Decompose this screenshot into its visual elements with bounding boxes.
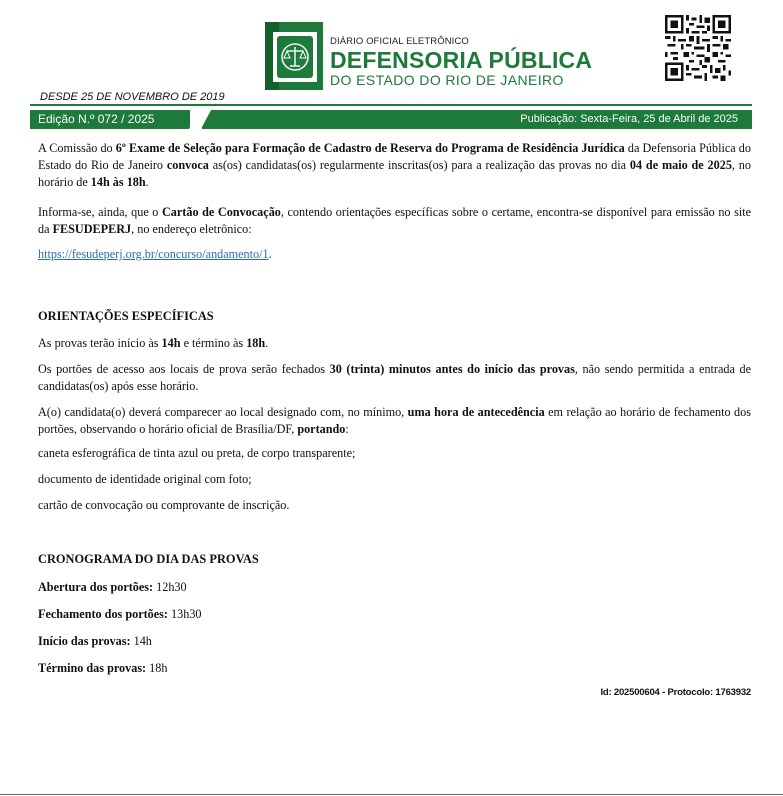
schedule-label: Fechamento dos portões: — [38, 607, 168, 621]
text: , não sendo permitida a entrada de candidatas(os) após esse horário. — [38, 362, 751, 393]
schedule-row — [38, 579, 751, 596]
masthead-title: DEFENSORIA PÚBLICA — [330, 47, 593, 73]
text: , no horário de — [38, 158, 751, 189]
text: A Comissão do — [38, 141, 116, 155]
paragraph-times — [38, 335, 751, 352]
list-item: documento de identidade original com foto; — [38, 472, 252, 486]
schedule-label: Término das provas: — [38, 661, 147, 675]
schedule-value: 13h30 — [167, 607, 202, 621]
text: , no endereço eletrônico: — [131, 222, 252, 236]
bold-text: convoca — [166, 158, 209, 172]
schedule-label: Abertura dos portões: — [38, 580, 154, 594]
paragraph-arrival — [38, 404, 751, 438]
list-item: cartão de convocação ou comprovante de inscrição. — [38, 498, 290, 512]
bold-text: portando — [297, 422, 346, 436]
text: da Defensoria Pública do Estado do Rio de Janeiro — [38, 141, 751, 172]
bold-text: 18h — [246, 336, 266, 350]
section-title-orientations: ORIENTAÇÕES ESPECÍFICAS — [38, 309, 214, 323]
text: as(os) candidatas(os) regularmente inscritas(os) para a realização das provas no dia — [208, 158, 630, 172]
masthead-subtitle: DO ESTADO DO RIO DE JANEIRO — [330, 72, 564, 88]
text: Informa-se, ainda, que o — [38, 205, 162, 219]
schedule-label: Início das provas: — [38, 634, 131, 648]
bold-text: 14h — [161, 336, 181, 350]
qr-code-icon — [665, 15, 731, 81]
text: e término às — [180, 336, 247, 350]
header-rule — [30, 104, 752, 106]
fesudeperj-link[interactable]: https://fesudeperj.org.br/concurso/andamento/1 — [38, 247, 269, 261]
schedule-value: 14h — [130, 634, 152, 648]
since-date: DESDE 25 DE NOVEMBRO DE 2019 — [40, 91, 225, 103]
bold-text: 6º Exame de Seleção para Formação de Cadastro de Reserva do Programa de Residência Jurídica — [115, 141, 625, 155]
paragraph-card-info — [38, 204, 751, 238]
text: . — [145, 175, 149, 189]
text: . — [265, 336, 269, 350]
masthead — [330, 36, 592, 88]
bold-text: 04 de maio de 2025 — [629, 158, 732, 172]
id-protocol: Id: 202500604 - Protocolo: 1763932 — [600, 687, 751, 698]
schedule-value: 12h30 — [153, 580, 187, 594]
defensoria-logo-icon — [265, 22, 323, 90]
schedule-row — [38, 660, 751, 677]
paragraph-gates — [38, 361, 751, 395]
schedule-value: 18h — [146, 661, 168, 675]
text: , contendo orientações específicas sobre o certame, encontra-se disponível para emissão no site da — [38, 205, 752, 236]
paragraph-link — [38, 246, 751, 263]
page-bottom-rule — [0, 794, 783, 795]
text: As provas terão início às — [38, 336, 162, 350]
text: em relação ao horário de fechamento dos portões, observando o horário oficial de Brasília/DF, — [38, 405, 751, 436]
schedule-row — [38, 633, 751, 650]
edition-number: Edição N.º 072 / 2025 — [30, 110, 190, 129]
publication-date: Publicação: Sexta-Feira, 25 de Abril de 2025 — [202, 110, 752, 129]
bold-text: 14h às 18h — [90, 175, 146, 189]
bold-text: Cartão de Convocação — [162, 205, 281, 219]
list-item: caneta esferográfica de tinta azul ou preta, de corpo transparente; — [38, 446, 356, 460]
document-body — [38, 140, 751, 687]
edition-bar — [30, 110, 752, 129]
paragraph-convocation — [38, 140, 751, 191]
schedule-row — [38, 606, 751, 623]
text: . — [268, 247, 272, 261]
section-title-schedule: CRONOGRAMA DO DIA DAS PROVAS — [38, 552, 259, 566]
bold-text: FESUDEPERJ — [52, 222, 132, 236]
text: : — [345, 422, 349, 436]
text: A(o) candidata(o) deverá comparecer ao local designado com, no mínimo, — [38, 405, 408, 419]
bold-text: 30 (trinta) minutos antes do início das provas — [329, 362, 575, 376]
text: Os portões de acesso aos locais de prova serão fechados — [38, 362, 330, 376]
bold-text: uma hora de antecedência — [407, 405, 545, 419]
masthead-top-line: DIÁRIO OFICIAL ELETRÔNICO — [330, 36, 469, 47]
